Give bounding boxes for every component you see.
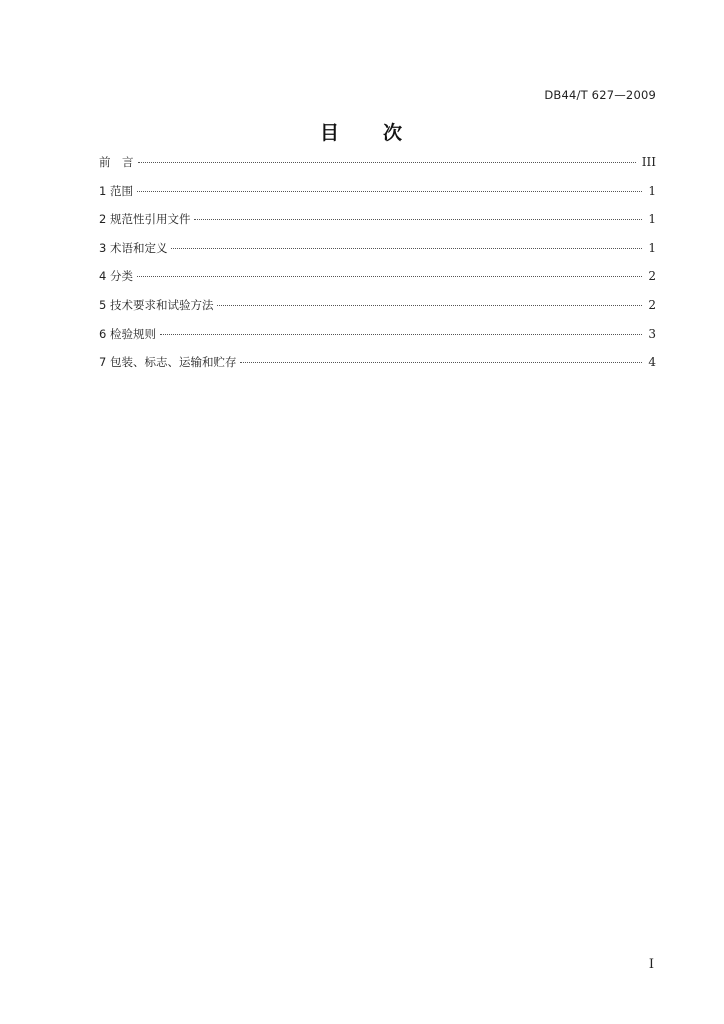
toc-list (99, 152, 656, 381)
toc-item-page: 1 (648, 212, 656, 227)
toc-item-page: 3 (648, 326, 656, 341)
toc-item-page: 2 (648, 297, 656, 312)
toc-leader-dots (240, 362, 642, 363)
toc-item-scope[interactable] (99, 181, 656, 210)
toc-title (0, 118, 724, 145)
toc-leader-dots (194, 219, 642, 220)
toc-item-page: 1 (648, 183, 656, 198)
toc-item-page: 1 (648, 240, 656, 255)
toc-title-char-1: 目 (319, 122, 341, 144)
toc-item-classification[interactable] (99, 266, 656, 295)
toc-item-packaging[interactable] (99, 352, 656, 381)
toc-item-label: 3 术语和定义 (99, 240, 168, 255)
toc-item-foreword[interactable] (99, 152, 656, 181)
toc-item-page: III (641, 155, 656, 169)
toc-item-label: 5 技术要求和试验方法 (99, 297, 214, 312)
toc-item-terms-definitions[interactable] (99, 238, 656, 267)
toc-item-technical-requirements[interactable] (99, 295, 656, 324)
toc-leader-dots (137, 191, 642, 192)
toc-leader-dots (137, 276, 642, 277)
toc-item-label: 2 规范性引用文件 (99, 212, 191, 227)
toc-item-label: 6 检验规则 (99, 326, 156, 341)
toc-leader-dots (160, 334, 642, 335)
toc-item-page: 4 (648, 355, 656, 370)
toc-leader-dots (217, 305, 642, 306)
toc-item-label: 4 分类 (99, 269, 133, 284)
toc-item-page: 2 (648, 269, 656, 284)
toc-item-inspection-rules[interactable] (99, 324, 656, 353)
page-number: I (648, 957, 654, 972)
standard-code: DB44/T 627—2009 (544, 88, 656, 102)
toc-item-label: 1 范围 (99, 183, 133, 198)
toc-item-label: 前 言 (99, 155, 134, 169)
toc-leader-dots (171, 248, 642, 249)
toc-item-label: 7 包装、标志、运输和贮存 (99, 355, 237, 370)
toc-leader-dots (138, 162, 636, 163)
toc-title-char-2: 次 (383, 122, 405, 144)
toc-item-normative-references[interactable] (99, 209, 656, 238)
